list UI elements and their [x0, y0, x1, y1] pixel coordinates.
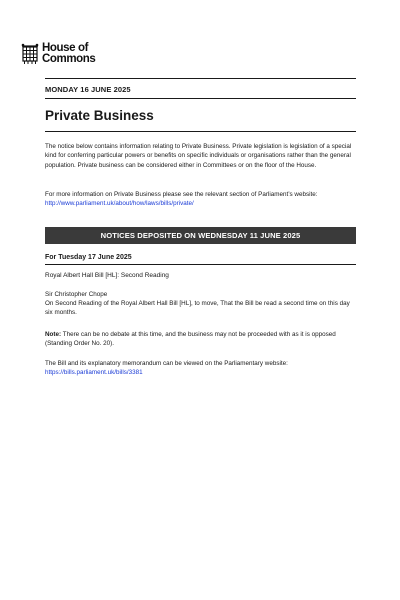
logo-line-2: Commons — [42, 53, 96, 65]
note-text: There can be no debate at this time, and the business may not be proceeded with as it is opposed (Standing Order No. 20). — [45, 331, 336, 348]
for-day-divider — [45, 264, 356, 265]
date-divider — [45, 98, 356, 99]
more-info-text: For more information on Private Business please see the relevant section of Parliament’s website: — [45, 191, 318, 198]
house-of-commons-logo — [21, 43, 95, 65]
portcullis-icon — [21, 43, 39, 65]
member-name: Sir Christopher Chope — [45, 291, 108, 298]
notices-banner: NOTICES DEPOSITED ON WEDNESDAY 11 JUNE 2025 — [45, 227, 356, 244]
bill-link-text: The Bill and its explanatory memorandum can be viewed on the Parliamentary website: — [45, 360, 288, 367]
bill-link-paragraph — [45, 359, 356, 378]
title-divider — [45, 131, 356, 132]
page-title: Private Business — [45, 108, 154, 123]
intro-paragraph: The notice below contains information relating to Private Business. Private legislation is legislation of a special kind for conferring particular powers or benefits on specific individuals or organisations rather than the general population. Private business can be considered either in Committees or on the floor of the House. — [45, 143, 352, 169]
bill-title: Royal Albert Hall Bill [HL]: Second Reading — [45, 272, 169, 279]
motion-text: On Second Reading of the Royal Albert Hall Bill [HL], to move, That the Bill be read a second time on this day six months. — [45, 300, 350, 317]
more-info-paragraph — [45, 190, 356, 209]
note-label: Note: — [45, 331, 62, 338]
private-business-link[interactable]: http://www.parliament.uk/about/how/laws/bills/private/ — [45, 200, 194, 208]
sitting-date: MONDAY 16 JUNE 2025 — [45, 85, 131, 94]
bill-link[interactable]: https://bills.parliament.uk/bills/3381 — [45, 369, 143, 377]
top-divider — [45, 78, 356, 79]
note-paragraph — [45, 330, 356, 349]
for-day-heading: For Tuesday 17 June 2025 — [45, 254, 132, 261]
logo-line-1: House of — [42, 42, 88, 54]
